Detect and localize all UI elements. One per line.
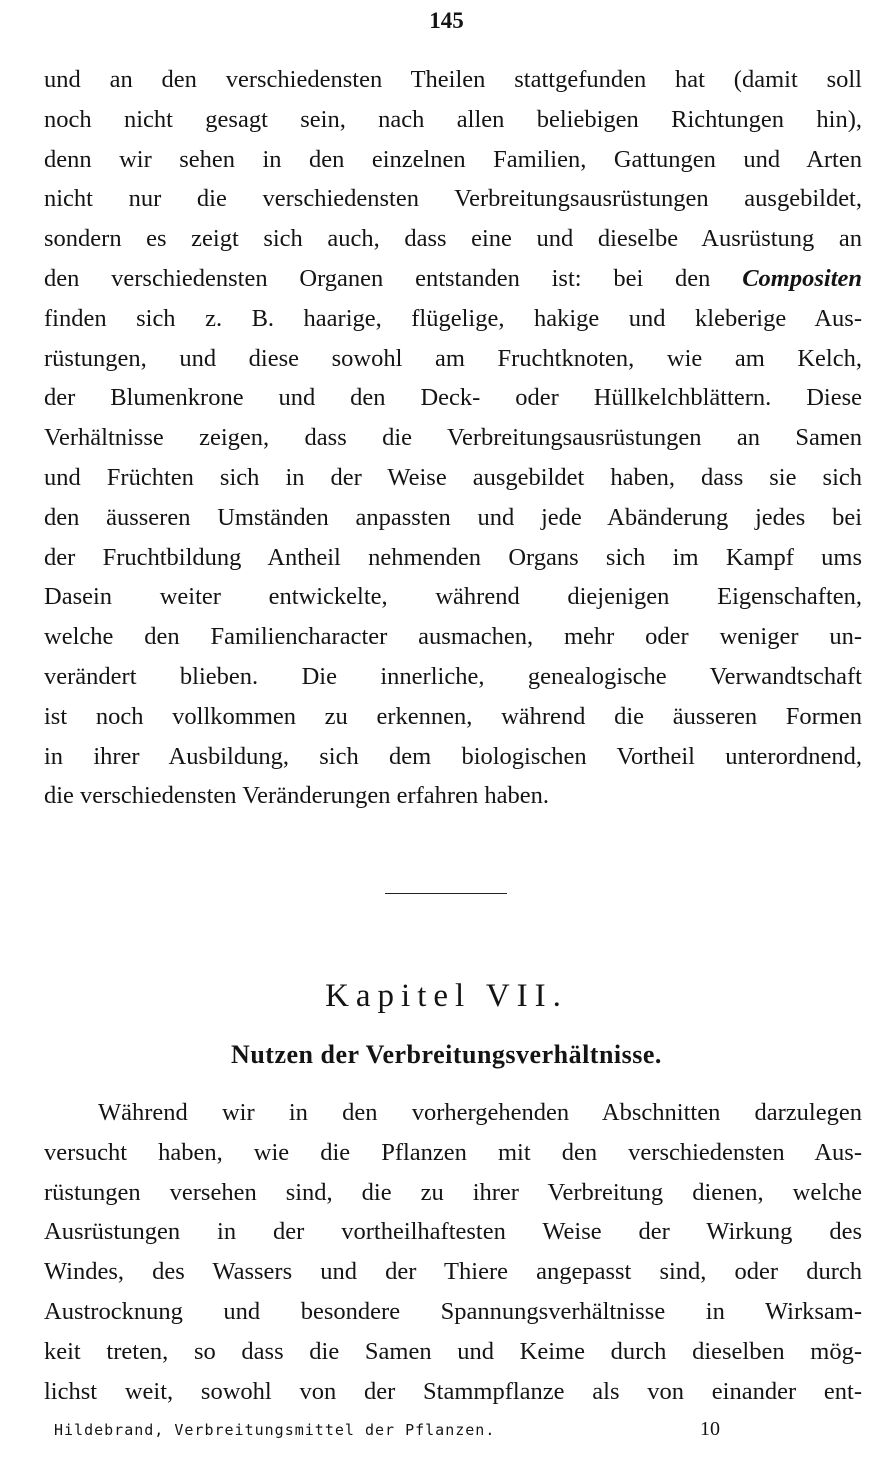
text-line: lichst weit, sowohl von der Stammpflanze als von einander ent- [44, 1377, 862, 1405]
text-line: versucht haben, wie die Pflanzen mit den verschiedensten Aus- [44, 1138, 862, 1166]
chapter-heading: Kapitel VII. [325, 978, 568, 1014]
text-line: Dasein weiter entwickelte, während diejenigen Eigenschaften, [44, 583, 862, 611]
chapter-title: Nutzen der Verbreitungsverhältnisse. [231, 1040, 662, 1069]
text-line: und Früchten sich in der Weise ausgebildet haben, dass sie sich [44, 463, 862, 491]
text-line: keit treten, so dass die Samen und Keime durch dieselben mög- [44, 1337, 862, 1365]
text-line: Ausrüstungen in der vortheilhaftesten Weise der Wirkung des [44, 1218, 862, 1246]
text-line: finden sich z. B. haarige, flügelige, hakige und kleberige Aus- [44, 304, 862, 332]
paragraph-1 [44, 60, 862, 816]
section-divider [385, 893, 507, 894]
italic-term: Compositen [742, 264, 862, 292]
text-line: der Blumenkrone und den Deck- oder Hüllkelchblättern. Diese [44, 384, 862, 412]
text-line: die verschiedensten Veränderungen erfahren haben. [44, 782, 549, 810]
text-line: Während wir in den vorhergehenden Abschnitten darzulegen [98, 1099, 862, 1126]
text-line: und an den verschiedensten Theilen stattgefunden hat (damit soll [44, 66, 862, 93]
paragraph-2 [44, 1093, 862, 1411]
text-line: sondern es zeigt sich auch, dass eine und dieselbe Ausrüstung an [44, 225, 862, 253]
signature-mark: 10 [700, 1418, 720, 1440]
text-line: Austrocknung und besondere Spannungsverhältnisse in Wirksam- [44, 1297, 862, 1325]
text-line: der Fruchtbildung Antheil nehmenden Organs sich im Kampf ums [44, 543, 862, 571]
text-line-with-italic [44, 259, 862, 299]
text-line: Windes, des Wassers und der Thiere angepasst sind, oder durch [44, 1258, 862, 1286]
text-line: verändert blieben. Die innerliche, genealogische Verwandtschaft [44, 662, 862, 690]
text-line: Verhältnisse zeigen, dass die Verbreitungsausrüstungen an Samen [44, 424, 862, 452]
footer-source: Hildebrand, Verbreitungsmittel der Pflanzen. [54, 1421, 496, 1439]
text-line: denn wir sehen in den einzelnen Familien, Gattungen und Arten [44, 145, 862, 173]
text-segment: den verschiedensten Organen entstanden ist: bei den [44, 264, 711, 292]
text-line: in ihrer Ausbildung, sich dem biologischen Vortheil unterordnend, [44, 742, 862, 770]
text-line: den äusseren Umständen anpassten und jede Abänderung jedes bei [44, 503, 862, 531]
text-line: rüstungen versehen sind, die zu ihrer Verbreitung dienen, welche [44, 1178, 862, 1206]
text-line: rüstungen, und diese sowohl am Fruchtknoten, wie am Kelch, [44, 344, 862, 372]
text-line: noch nicht gesagt sein, nach allen beliebigen Richtungen hin), [44, 105, 862, 133]
text-line: welche den Familiencharacter ausmachen, mehr oder weniger un- [44, 623, 862, 651]
text-line: nicht nur die verschiedensten Verbreitungsausrüstungen ausgebildet, [44, 185, 862, 213]
page-number: 145 [429, 8, 464, 33]
text-line: ist noch vollkommen zu erkennen, während die äusseren Formen [44, 702, 862, 730]
